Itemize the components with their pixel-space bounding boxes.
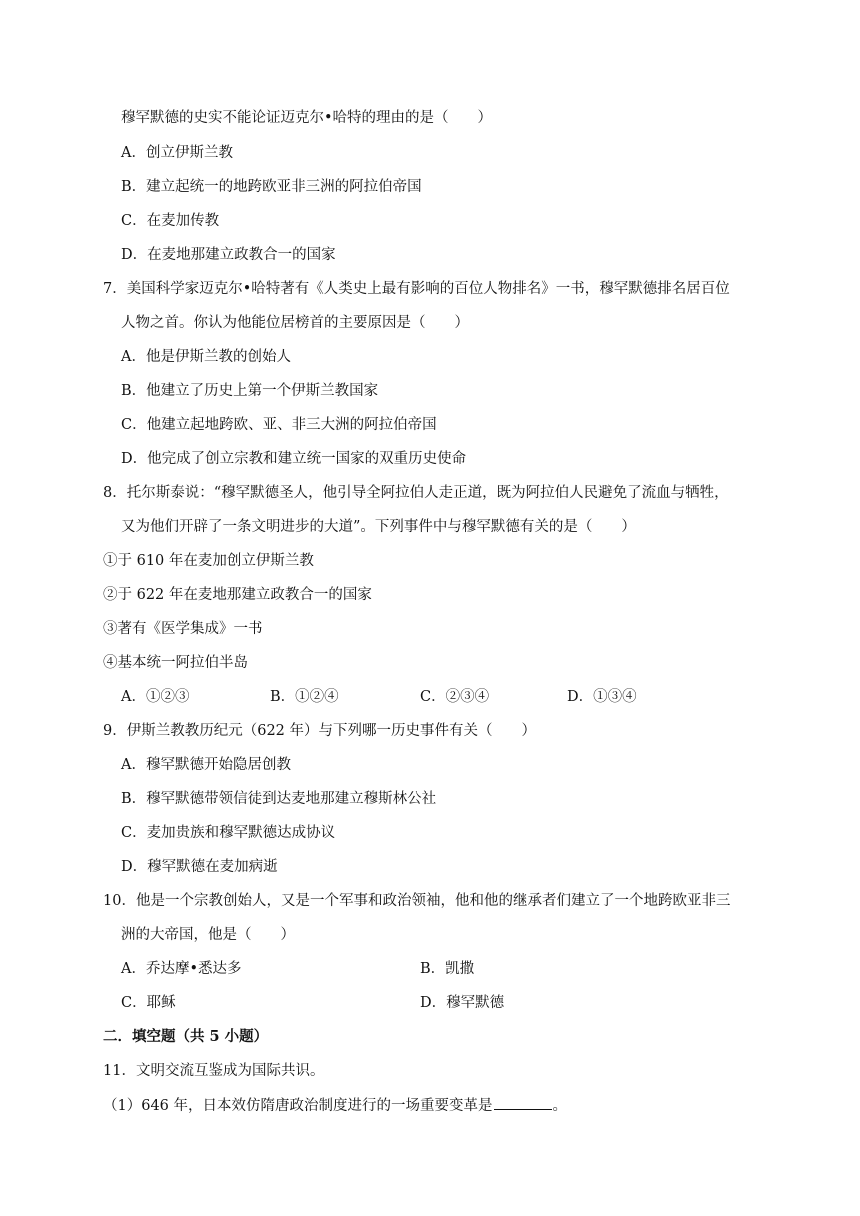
q8-option-c: C．②③④ [420,689,490,705]
q10-option-b: B．凯撒 [420,961,475,977]
q10-option-a: A．乔达摩•悉达多 [121,961,242,977]
q8-stem-line2: 又为他们开辟了一条文明进步的大道”。下列事件中与穆罕默德有关的是（ ） [121,519,636,535]
q11-sub1 [103,1095,567,1116]
q8-item-3: ③著有《医学集成》一书 [103,621,263,637]
q11-stem: 11．文明交流互鉴成为国际共识。 [103,1063,325,1079]
q11-sub1-text: （1）646 年，日本效仿隋唐政治制度进行的一场重要变革是 [103,1098,493,1114]
q9-option-c: C．麦加贵族和穆罕默德达成协议 [121,825,336,841]
q7-stem-line2: 人物之首。你认为他能位居榜首的主要原因是（ ） [121,315,469,331]
q7-option-d: D．他完成了创立宗教和建立统一国家的双重历史使命 [121,451,467,467]
q10-stem-line1: 10．他是一个宗教创始人，又是一个军事和政治领袖，他和他的继承者们建立了一个地跨欧亚非三 [103,893,731,909]
q6-option-b: B．建立起统一的地跨欧亚非三洲的阿拉伯帝国 [121,179,422,195]
q7-option-b: B．他建立了历史上第一个伊斯兰教国家 [121,383,379,399]
q10-option-c: C．耶稣 [121,995,176,1011]
q9-option-b: B．穆罕默德带领信徒到达麦地那建立穆斯林公社 [121,791,437,807]
q9-stem: 9．伊斯兰教教历纪元（622 年）与下列哪一历史事件有关（ ） [103,723,537,739]
q11-sub1-answer-blank[interactable] [494,1095,552,1110]
section-heading-fill-in: 二．填空题（共 5 小题） [103,1028,269,1045]
q8-item-1: ①于 610 年在麦加创立伊斯兰教 [103,553,314,569]
q6-stem-tail: 穆罕默德的史实不能论证迈克尔•哈特的理由的是（ ） [121,110,493,126]
q11-sub1-end: 。 [552,1098,568,1114]
q10-stem-line2: 洲的大帝国，他是（ ） [121,927,295,943]
q8-item-4: ④基本统一阿拉伯半岛 [103,655,248,671]
q7-option-c: C．他建立起地跨欧、亚、非三大洲的阿拉伯帝国 [121,417,437,433]
q10-option-d: D．穆罕默德 [420,995,505,1011]
q8-stem-line1: 8．托尔斯泰说：“穆罕默德圣人，他引导全阿拉伯人走正道，既为阿拉伯人民避免了流血与牺牲， [103,485,729,501]
q8-item-2: ②于 622 年在麦地那建立政教合一的国家 [103,587,372,603]
q9-option-a: A．穆罕默德开始隐居创教 [121,757,291,773]
q8-option-a: A．①②③ [121,689,190,705]
q9-option-d: D．穆罕默德在麦加病逝 [121,859,278,875]
q8-option-b: B．①②④ [270,689,339,705]
q6-option-c: C．在麦加传教 [121,213,220,229]
q7-stem-line1: 7．美国科学家迈克尔•哈特著有《人类史上最有影响的百位人物排名》一书，穆罕默德排名居百位 [103,281,730,297]
q6-option-d: D．在麦地那建立政教合一的国家 [121,247,336,263]
q8-option-d: D．①③④ [567,689,637,705]
q6-option-a: A．创立伊斯兰教 [121,145,233,161]
q7-option-a: A．他是伊斯兰教的创始人 [121,349,291,365]
